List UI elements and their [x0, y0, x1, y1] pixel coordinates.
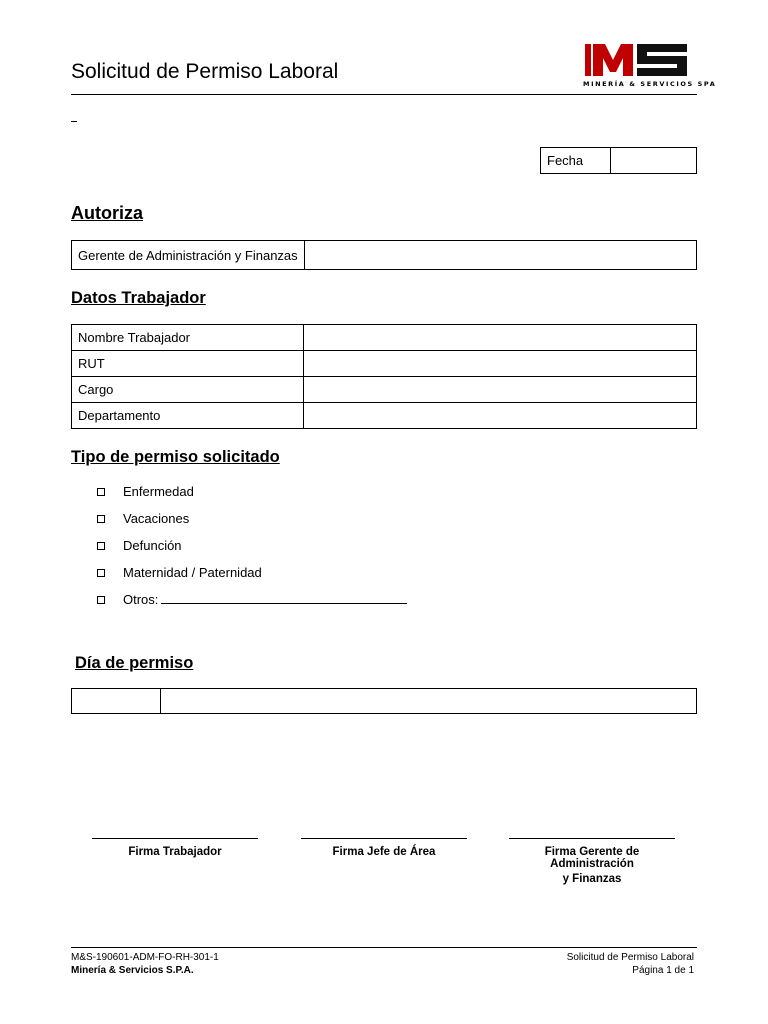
option-label: Defunción	[123, 538, 182, 553]
footer-divider	[71, 947, 697, 948]
signature-jefe	[301, 838, 467, 858]
autoriza-heading: Autoriza	[71, 203, 143, 223]
dia-table	[71, 688, 697, 714]
table-row	[72, 403, 697, 429]
cargo-field[interactable]	[304, 377, 697, 403]
cargo-label: Cargo	[72, 377, 304, 403]
page-number: Página 1 de 1	[632, 965, 694, 976]
dia-label-cell[interactable]	[72, 689, 161, 714]
footer-left	[71, 951, 219, 977]
option-maternidad[interactable]	[97, 565, 407, 592]
option-defuncion[interactable]	[97, 538, 407, 565]
checkbox-icon[interactable]	[97, 596, 105, 604]
signature-label: Firma Trabajador	[128, 846, 222, 858]
signature-line	[92, 838, 258, 839]
option-enfermedad[interactable]	[97, 484, 407, 511]
document-code: M&S-190601-ADM-FO-RH-301-1	[71, 952, 219, 963]
dia-field[interactable]	[161, 689, 697, 714]
dia-heading: Día de permiso	[75, 654, 194, 672]
footer-right	[567, 951, 694, 977]
header-divider	[71, 94, 697, 95]
permiso-options	[97, 484, 407, 619]
decorative-mark	[71, 121, 77, 122]
signature-trabajador	[92, 838, 258, 858]
signature-line	[301, 838, 467, 839]
option-vacaciones[interactable]	[97, 511, 407, 538]
checkbox-icon[interactable]	[97, 515, 105, 523]
signature-label-line2: y Finanzas	[562, 873, 622, 885]
option-label: Maternidad / Paternidad	[123, 565, 262, 580]
footer-doc-title: Solicitud de Permiso Laboral	[566, 952, 694, 963]
datos-table	[71, 324, 697, 429]
nombre-field[interactable]	[304, 325, 697, 351]
option-label: Vacaciones	[123, 511, 190, 526]
autoriza-field[interactable]	[304, 241, 696, 270]
departamento-field[interactable]	[304, 403, 697, 429]
autoriza-table	[71, 240, 697, 270]
ms-logo-icon	[583, 40, 697, 80]
signature-gerente	[502, 838, 682, 885]
signature-line	[509, 838, 675, 839]
autoriza-label: Gerente de Administración y Finanzas	[72, 241, 305, 270]
fecha-table	[540, 147, 697, 174]
otros-blank-line[interactable]	[161, 592, 407, 604]
rut-field[interactable]	[304, 351, 697, 377]
page-title: Solicitud de Permiso Laboral	[71, 60, 339, 83]
logo-caption: MINERÍA & SERVICIOS SPA	[583, 80, 717, 88]
nombre-label: Nombre Trabajador	[72, 325, 304, 351]
tipo-heading: Tipo de permiso solicitado	[71, 448, 280, 466]
signature-label-line1: Firma Gerente de Administración	[544, 846, 640, 870]
signature-label: Firma Jefe de Área	[332, 846, 436, 858]
option-label: Enfermedad	[123, 484, 194, 499]
checkbox-icon[interactable]	[97, 542, 105, 550]
option-label: Otros:	[123, 592, 159, 607]
datos-heading: Datos Trabajador	[71, 289, 206, 307]
table-row	[72, 377, 697, 403]
departamento-label: Departamento	[72, 403, 304, 429]
option-otros[interactable]	[97, 592, 407, 619]
table-row	[72, 351, 697, 377]
checkbox-icon[interactable]	[97, 488, 105, 496]
rut-label: RUT	[72, 351, 304, 377]
checkbox-icon[interactable]	[97, 569, 105, 577]
table-row	[72, 325, 697, 351]
company-name: Minería & Servicios S.P.A.	[71, 965, 194, 976]
fecha-label: Fecha	[541, 148, 611, 174]
fecha-field[interactable]	[611, 148, 697, 174]
